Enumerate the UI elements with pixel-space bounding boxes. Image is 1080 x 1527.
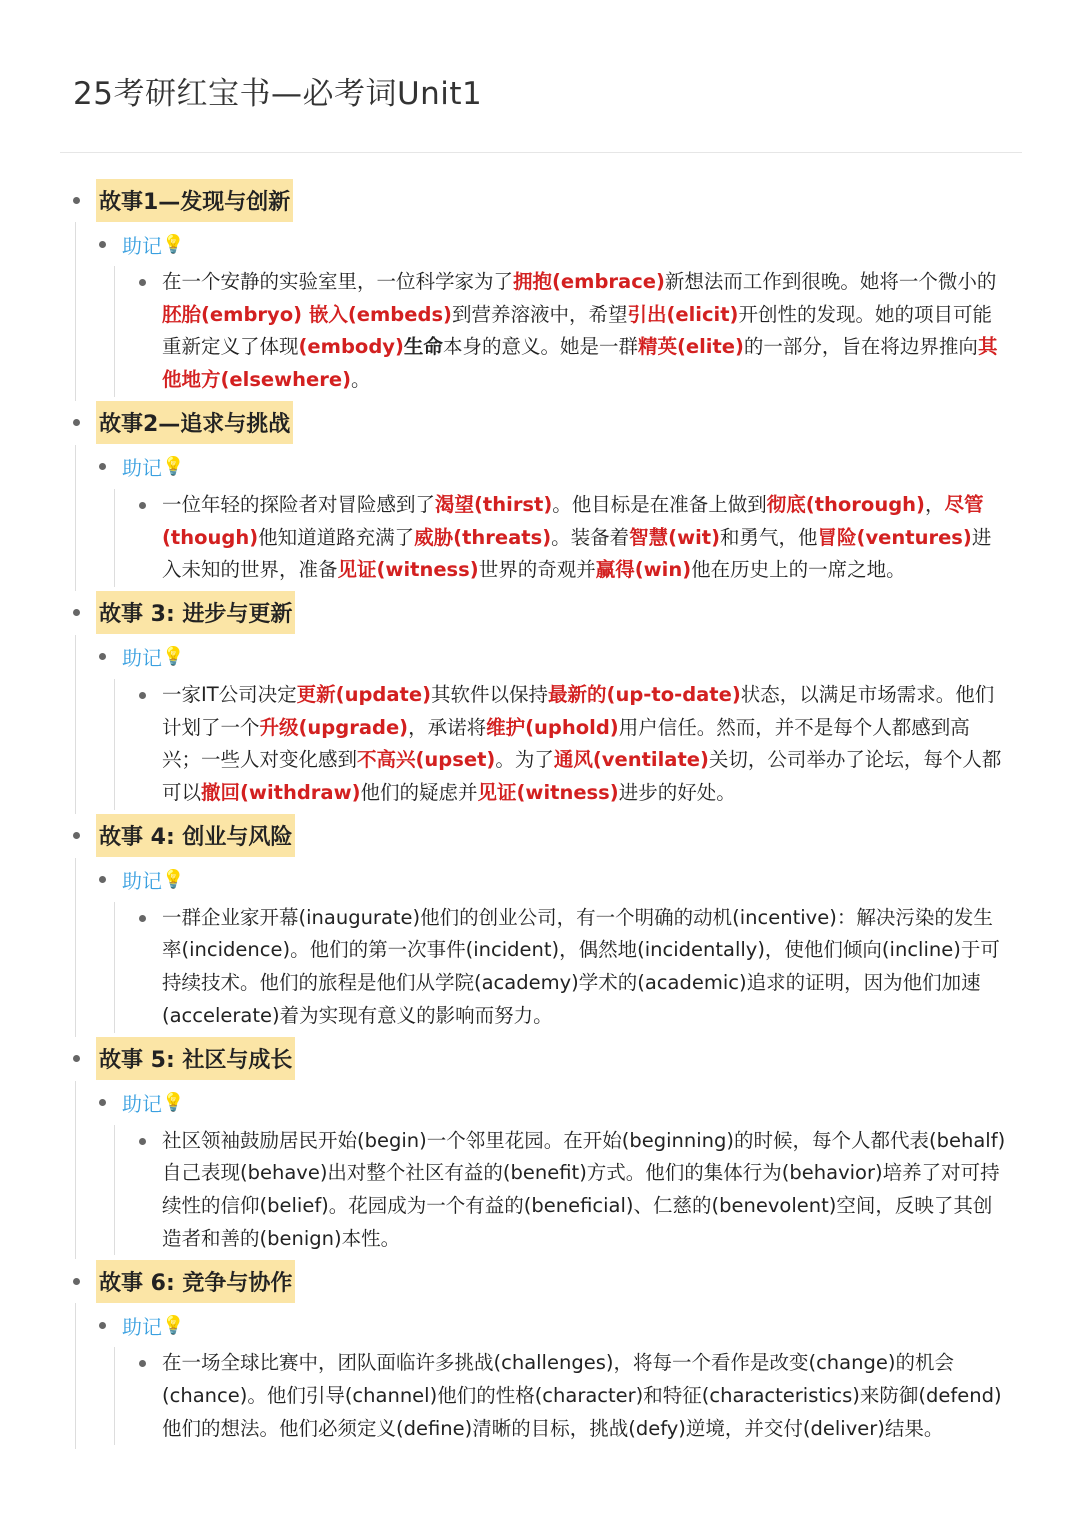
mnemonic-row[interactable]	[76, 222, 1025, 266]
bullet-icon[interactable]	[99, 653, 106, 660]
vocab-highlight: 彻底(thorough)	[766, 492, 925, 516]
text-segment: 在一个安静的实验室里，一位科学家为了	[162, 270, 514, 293]
vocab-highlight: 通风(ventilate)	[553, 748, 709, 772]
story-title: 故事2—追求与挑战	[96, 401, 293, 444]
text-segment: 他知道道路充满了	[258, 525, 415, 549]
vocab-highlight: 渴望(thirst)	[435, 492, 553, 516]
vocab-highlight: 见证(witness)	[337, 558, 479, 582]
text-segment: 到营养溶液中，希望	[451, 302, 628, 326]
story-title: 故事 4: 创业与风险	[96, 814, 295, 857]
lightbulb-icon: 💡	[162, 1092, 185, 1114]
text-segment: 在一场全球比赛中，团队面临许多挑战(challenges)，将每一个看作是改变(change)的机会(chance)。他们引导(channel)他们的性格(character)和特征(characteristics)来防御(defend)他们的想法。他们必须定义(define)清晰的目标，挑战(defy)逆境，并交付(deliver)结果。	[162, 1351, 1002, 1440]
text-segment: ，承诺将	[408, 715, 487, 739]
text-segment: 社区领袖鼓励居民开始(begin)一个邻里花园。在开始(beginning)的时候，每个人都代表(behalf)自己表现(behave)出对整个社区有益的(benefit)方式。他们的集体行为(behavior)培养了对可持续性的信仰(belief)。花园成为一个有益的(beneficial)、仁慈的(benevolent)空间，反映了其创造者和善的(benign)本性。	[162, 1128, 1006, 1250]
mnemonic-label: 助记	[122, 1092, 162, 1117]
story-6	[60, 1259, 1025, 1449]
story-heading-row[interactable]	[60, 1259, 1025, 1303]
bullet-icon[interactable]	[139, 1360, 146, 1367]
lightbulb-icon: 💡	[162, 646, 185, 668]
vocab-highlight: 更新(update)	[296, 682, 432, 706]
vocab-highlight: 见证(witness)	[477, 781, 619, 805]
bullet-icon[interactable]	[99, 876, 106, 883]
mnemonic-label: 助记	[122, 646, 162, 671]
bullet-icon[interactable]	[73, 419, 80, 426]
vocab-highlight: (embody)	[298, 335, 404, 359]
mnemonic-children	[114, 489, 1025, 587]
bullet-icon[interactable]	[99, 1322, 106, 1329]
vocab-highlight: 维护(uphold)	[486, 715, 619, 739]
text-segment: ，	[924, 492, 945, 516]
mnemonic-children	[114, 266, 1025, 397]
story-title: 故事1—发现与创新	[96, 179, 293, 222]
text-segment: 和勇气，他	[720, 525, 818, 549]
mnemonic-row[interactable]	[76, 858, 1025, 902]
bullet-icon[interactable]	[139, 1138, 146, 1145]
bullet-icon[interactable]	[139, 502, 146, 509]
lightbulb-icon: 💡	[162, 1314, 185, 1336]
bullet-icon[interactable]	[73, 1278, 80, 1285]
story-children	[75, 635, 1025, 814]
bullet-icon[interactable]	[73, 609, 80, 616]
text-segment: 的一部分，旨在将边界推向	[743, 335, 978, 359]
vocab-highlight: 威胁(threats)	[414, 525, 552, 549]
lightbulb-icon: 💡	[162, 233, 185, 255]
story-children	[75, 222, 1025, 401]
vocab-highlight: 胚胎(embryo) 嵌入(embeds)	[162, 302, 452, 326]
mnemonic-label: 助记	[122, 1314, 162, 1339]
story-paragraph-row[interactable]	[115, 679, 1025, 810]
text-segment: 用户信任。然而，并不是每个人都感到高兴；一些人对变化感到	[162, 715, 970, 772]
vocab-highlight: 赢得(win)	[595, 558, 692, 582]
story-paragraph	[162, 266, 1007, 397]
story-title: 故事 6: 竞争与协作	[96, 1260, 295, 1303]
story-4	[60, 814, 1025, 1037]
story-heading-row[interactable]	[60, 591, 1025, 635]
vocab-highlight: 不高兴(upset)	[357, 748, 496, 772]
story-paragraph-row[interactable]	[115, 1125, 1025, 1256]
text-segment: 关切，公司举办了论坛，每个人都可以	[162, 748, 1002, 805]
story-title: 故事 5: 社区与成长	[96, 1037, 295, 1080]
bullet-icon[interactable]	[139, 915, 146, 922]
text-segment: 。他目标是在准备上做到	[552, 492, 767, 516]
vocab-highlight: 其他地方(elsewhere)	[162, 335, 998, 392]
vocab-highlight: 智慧(wit)	[629, 525, 721, 549]
text-segment: 进入未知的世界，准备	[162, 525, 992, 582]
vocab-highlight: 升级(upgrade)	[259, 715, 409, 739]
mnemonic-row[interactable]	[76, 445, 1025, 489]
vocab-highlight: 最新的(up-to-date)	[548, 682, 741, 706]
story-children	[75, 445, 1025, 591]
story-paragraph-row[interactable]	[115, 489, 1025, 587]
text-segment: 开创性的发现。她的项目可能重新定义了体现	[162, 302, 992, 359]
text-segment: 状态，以满足市场需求。他们计划了一个	[162, 682, 995, 739]
text-segment: 。为了	[495, 748, 554, 772]
story-1	[60, 178, 1025, 401]
text-segment: 进步的好处。	[618, 781, 736, 805]
story-children	[75, 1303, 1025, 1449]
vocab-highlight: 撤回(withdraw)	[201, 781, 361, 805]
text-segment: 一家IT公司决定	[162, 682, 297, 706]
text-segment: 。装备着	[551, 525, 630, 549]
text-segment: 新想法而工作到很晚。她将一个微小的	[664, 270, 997, 293]
bullet-icon[interactable]	[73, 1055, 80, 1062]
text-segment: 一位年轻的探险者对冒险感到了	[162, 492, 436, 516]
mnemonic-children	[114, 902, 1025, 1033]
mnemonic-label: 助记	[122, 233, 162, 258]
story-children	[75, 858, 1025, 1037]
mnemonic-label: 助记	[122, 456, 162, 481]
story-heading-row[interactable]	[60, 1037, 1025, 1081]
text-segment: 世界的奇观并	[478, 558, 596, 582]
mnemonic-row[interactable]	[76, 1303, 1025, 1347]
story-children	[75, 1081, 1025, 1260]
mnemonic-children	[114, 679, 1025, 810]
bullet-icon[interactable]	[73, 832, 80, 839]
bullet-icon[interactable]	[139, 279, 146, 286]
story-paragraph-row[interactable]	[115, 902, 1025, 1033]
story-3	[60, 591, 1025, 814]
story-paragraph	[162, 902, 1007, 1033]
story-paragraph-row[interactable]	[115, 1347, 1025, 1445]
vocab-highlight: 拥抱(embrace)	[513, 270, 665, 293]
story-paragraph	[162, 489, 1007, 587]
mnemonic-label: 助记	[122, 869, 162, 894]
story-heading-row[interactable]	[60, 178, 1025, 222]
story-5	[60, 1037, 1025, 1260]
vocab-highlight: 冒险(ventures)	[817, 525, 972, 549]
bullet-icon[interactable]	[99, 463, 106, 470]
text-segment: 他在历史上的一席之地。	[691, 558, 906, 582]
story-title: 故事 3: 进步与更新	[96, 591, 295, 634]
story-paragraph	[162, 1347, 1007, 1445]
bullet-icon[interactable]	[139, 692, 146, 699]
title-divider	[60, 152, 1022, 153]
text-segment: 本身的意义。她是一群	[442, 335, 638, 359]
mnemonic-row[interactable]	[76, 1081, 1025, 1125]
mnemonic-row[interactable]	[76, 635, 1025, 679]
vocab-highlight: 尽管(though)	[162, 492, 984, 549]
mnemonic-children	[114, 1125, 1025, 1256]
story-2	[60, 401, 1025, 591]
vocab-highlight: 精英(elite)	[637, 335, 744, 359]
bold-text: 生命	[403, 335, 443, 359]
story-paragraph	[162, 1125, 1007, 1256]
text-segment: 其软件以保持	[431, 682, 549, 706]
page-title: 25考研红宝书—必考词Unit1	[73, 76, 483, 112]
lightbulb-icon: 💡	[162, 869, 185, 891]
text-segment: 他们的疑虑并	[360, 781, 478, 805]
bullet-icon[interactable]	[99, 241, 106, 248]
bullet-icon[interactable]	[73, 197, 80, 204]
bullet-icon[interactable]	[99, 1099, 106, 1106]
outline	[60, 178, 1025, 1449]
text-segment: 。	[351, 368, 371, 392]
mnemonic-children	[114, 1347, 1025, 1445]
story-heading-row[interactable]	[60, 814, 1025, 858]
lightbulb-icon: 💡	[162, 456, 185, 478]
story-paragraph	[162, 679, 1007, 810]
story-paragraph-row[interactable]	[115, 266, 1025, 397]
story-heading-row[interactable]	[60, 401, 1025, 445]
vocab-highlight: 引出(elicit)	[627, 302, 739, 326]
text-segment: 一群企业家开幕(inaugurate)他们的创业公司，有一个明确的动机(incentive)：解决污染的发生率(incidence)。他们的第一次事件(incident)，偶然地(incidentally)，使他们倾向(incline)于可持续技术。他们的旅程是他们从学院(academy)学术的(academic)追求的证明，因为他们加速(accelerate)着为实现有意义的影响而努力。	[162, 905, 1000, 1027]
